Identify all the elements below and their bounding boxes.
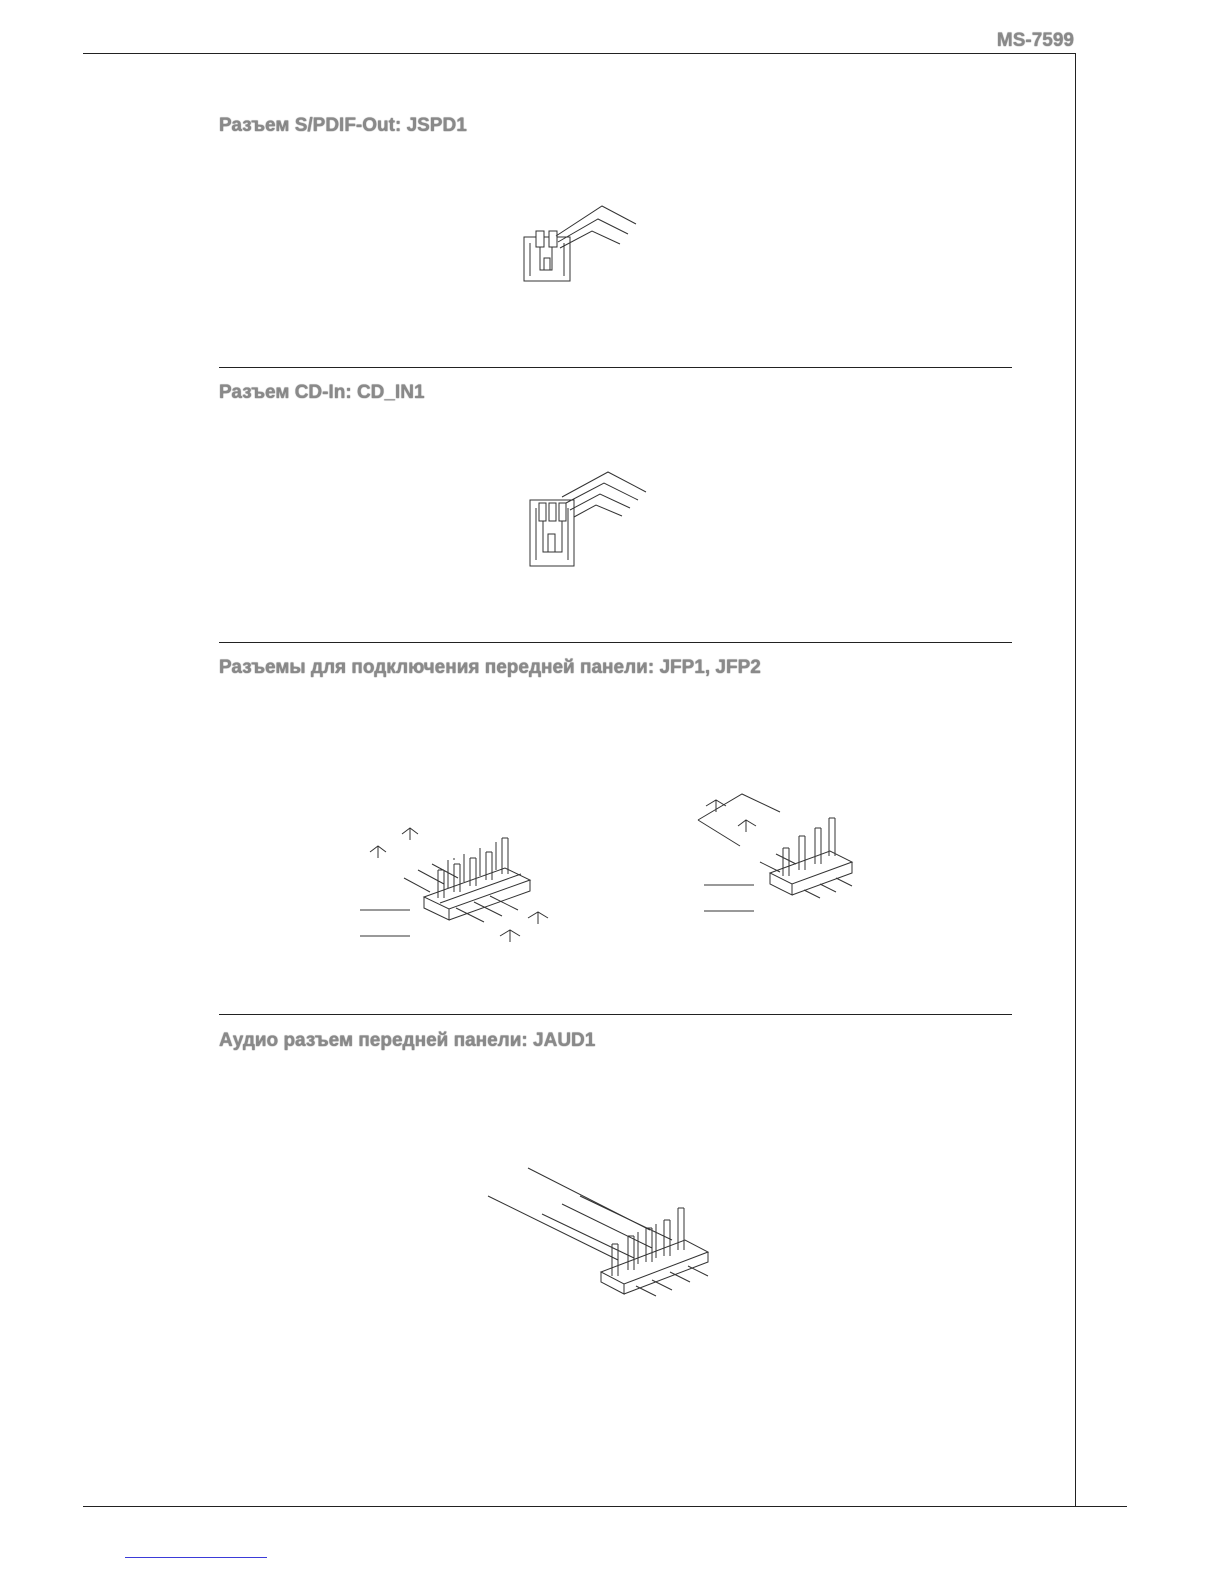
page-header-model: MS-7599 xyxy=(996,30,1074,51)
section-title-front-panel: Разъемы для подключения передней панели: JFP1, JFP2 xyxy=(219,657,761,678)
jfp2-pin-header-diagram xyxy=(698,794,852,911)
section-title-spdif: Разъем S/PDIF-Out: JSPD1 xyxy=(219,115,467,136)
jspd1-connector-diagram xyxy=(524,206,636,281)
section-title-front-audio: Аудио разъем передней панели: JAUD1 xyxy=(219,1030,596,1051)
section-title-cd-in: Разъем CD-In: CD_IN1 xyxy=(219,382,425,403)
jfp1-pin-header-diagram xyxy=(360,828,548,942)
jaud1-pin-header-diagram xyxy=(488,1168,708,1296)
cd-in1-connector-diagram xyxy=(530,472,646,566)
